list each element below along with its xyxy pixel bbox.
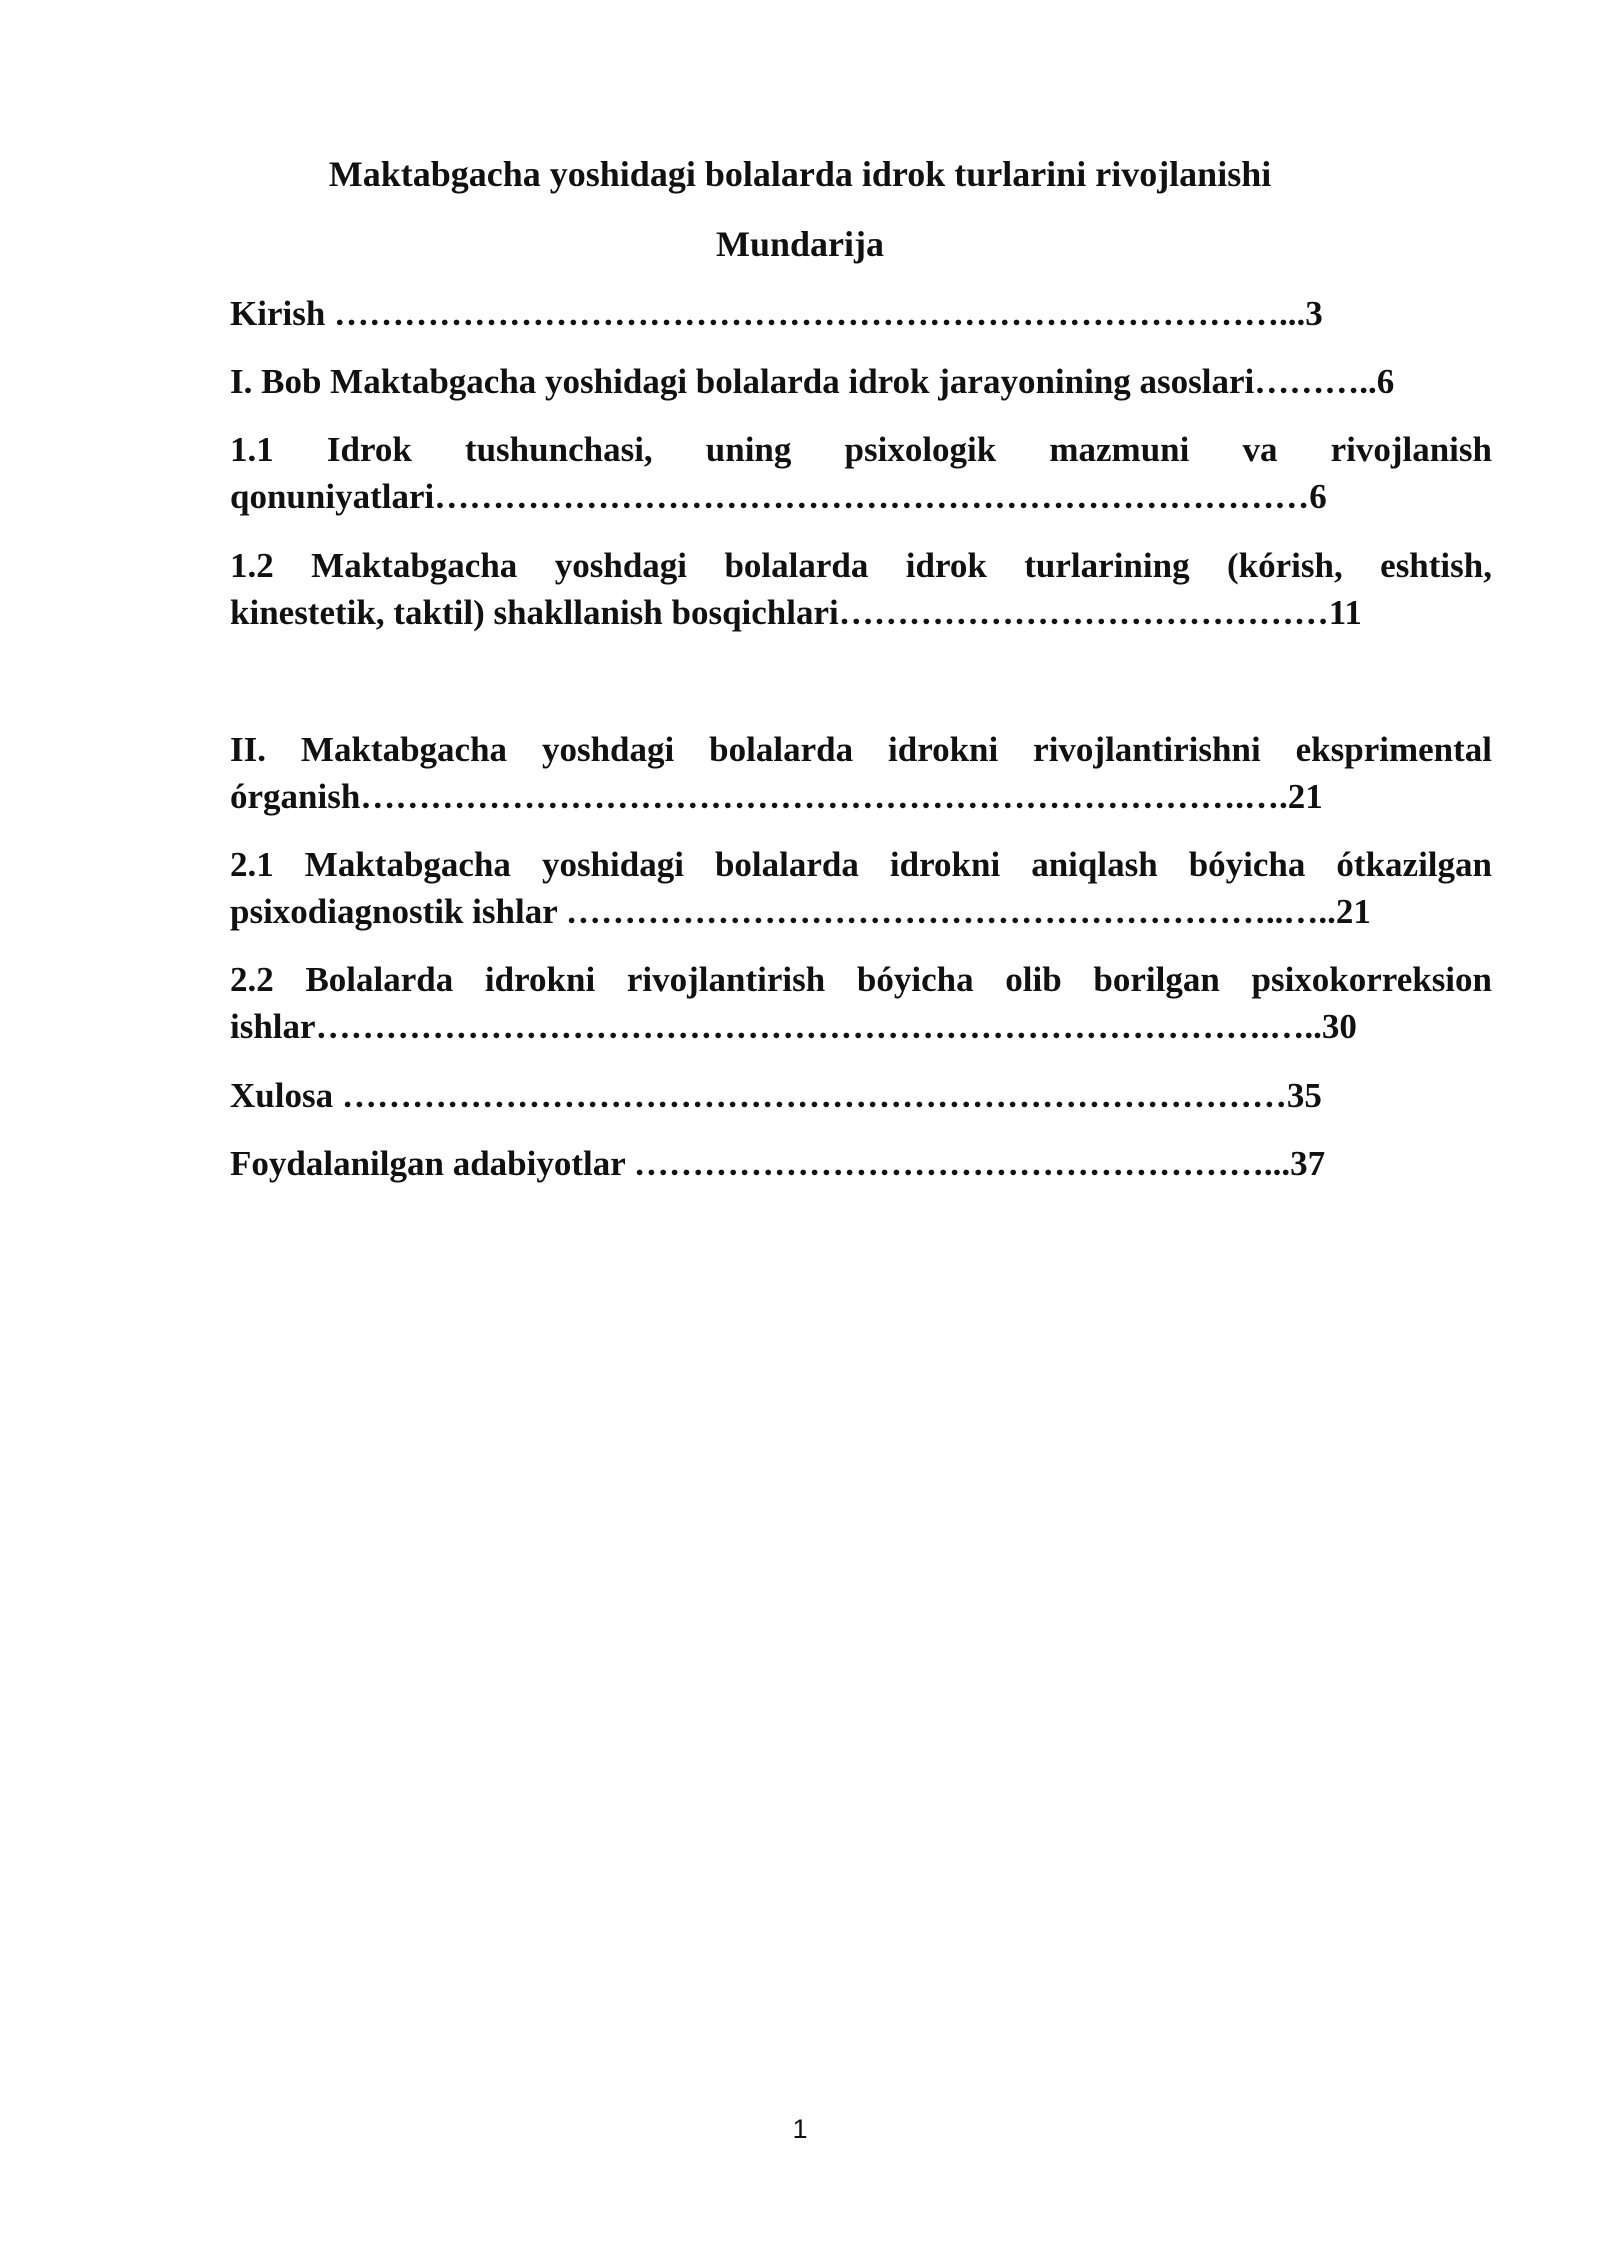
toc-entry-line-2: órganish………………………………………………………………….….21 <box>230 777 1323 816</box>
page-number: 1 <box>792 2114 808 2144</box>
toc-entry-1-1[interactable] <box>230 426 1492 520</box>
toc-entry-text: Kirish ………………………………………………………………………...3 <box>230 294 1323 333</box>
toc-entry-line-1: II. Maktabgacha yoshdagi bolalarda idrokni rivojlantirishni eksprimental <box>230 730 1492 769</box>
toc-entry-text: Xulosa ………………………………………………………………………35 <box>230 1076 1322 1115</box>
toc-entry-line-2: qonuniyatlari…………………………………………………………………6 <box>230 477 1327 516</box>
toc-entry-chapter-2[interactable] <box>230 726 1492 820</box>
toc-entry-line-1: 1.1 Idrok tushunchasi, uning psixologik mazmuni va rivojlanish <box>230 430 1492 469</box>
toc-entry-chapter-1[interactable] <box>230 358 1492 405</box>
toc-entry-text: I. Bob Maktabgacha yoshidagi bolalarda idrok jarayonining asoslari………..6 <box>230 362 1395 401</box>
toc-entry-line-2: kinestetik, taktil) shakllanish bosqichlari……………………………………11 <box>230 593 1362 632</box>
toc-entry-line-2: psixodiagnostik ishlar ……………………………………………………..…..21 <box>230 892 1371 931</box>
toc-entry-line-2: ishlar……………………………………………………………………….…..30 <box>230 1007 1357 1046</box>
toc-entry-line-1: 2.2 Bolalarda idrokni rivojlantirish bóyicha olib borilgan psixokorreksion <box>230 960 1492 999</box>
document-title: Maktabgacha yoshidagi bolalarda idrok turlarini rivojlanishi <box>328 154 1272 194</box>
toc-entry-text: Foydalanilgan adabiyotlar ………………………………………………...37 <box>230 1144 1326 1183</box>
toc-entry-kirish[interactable] <box>230 290 1492 337</box>
toc-heading: Mundarija <box>715 224 884 264</box>
toc-entry-line-1: 1.2 Maktabgacha yoshdagi bolalarda idrok turlarining (kórish, eshtish, <box>230 546 1492 585</box>
toc-entry-1-2[interactable] <box>230 542 1492 636</box>
toc-entry-references[interactable] <box>230 1140 1492 1187</box>
toc-entry-2-2[interactable] <box>230 956 1492 1050</box>
toc-entry-line-1: 2.1 Maktabgacha yoshidagi bolalarda idrokni aniqlash bóyicha ótkazilgan <box>230 845 1492 884</box>
toc-entry-xulosa[interactable] <box>230 1072 1492 1119</box>
toc-entry-2-1[interactable] <box>230 841 1492 935</box>
